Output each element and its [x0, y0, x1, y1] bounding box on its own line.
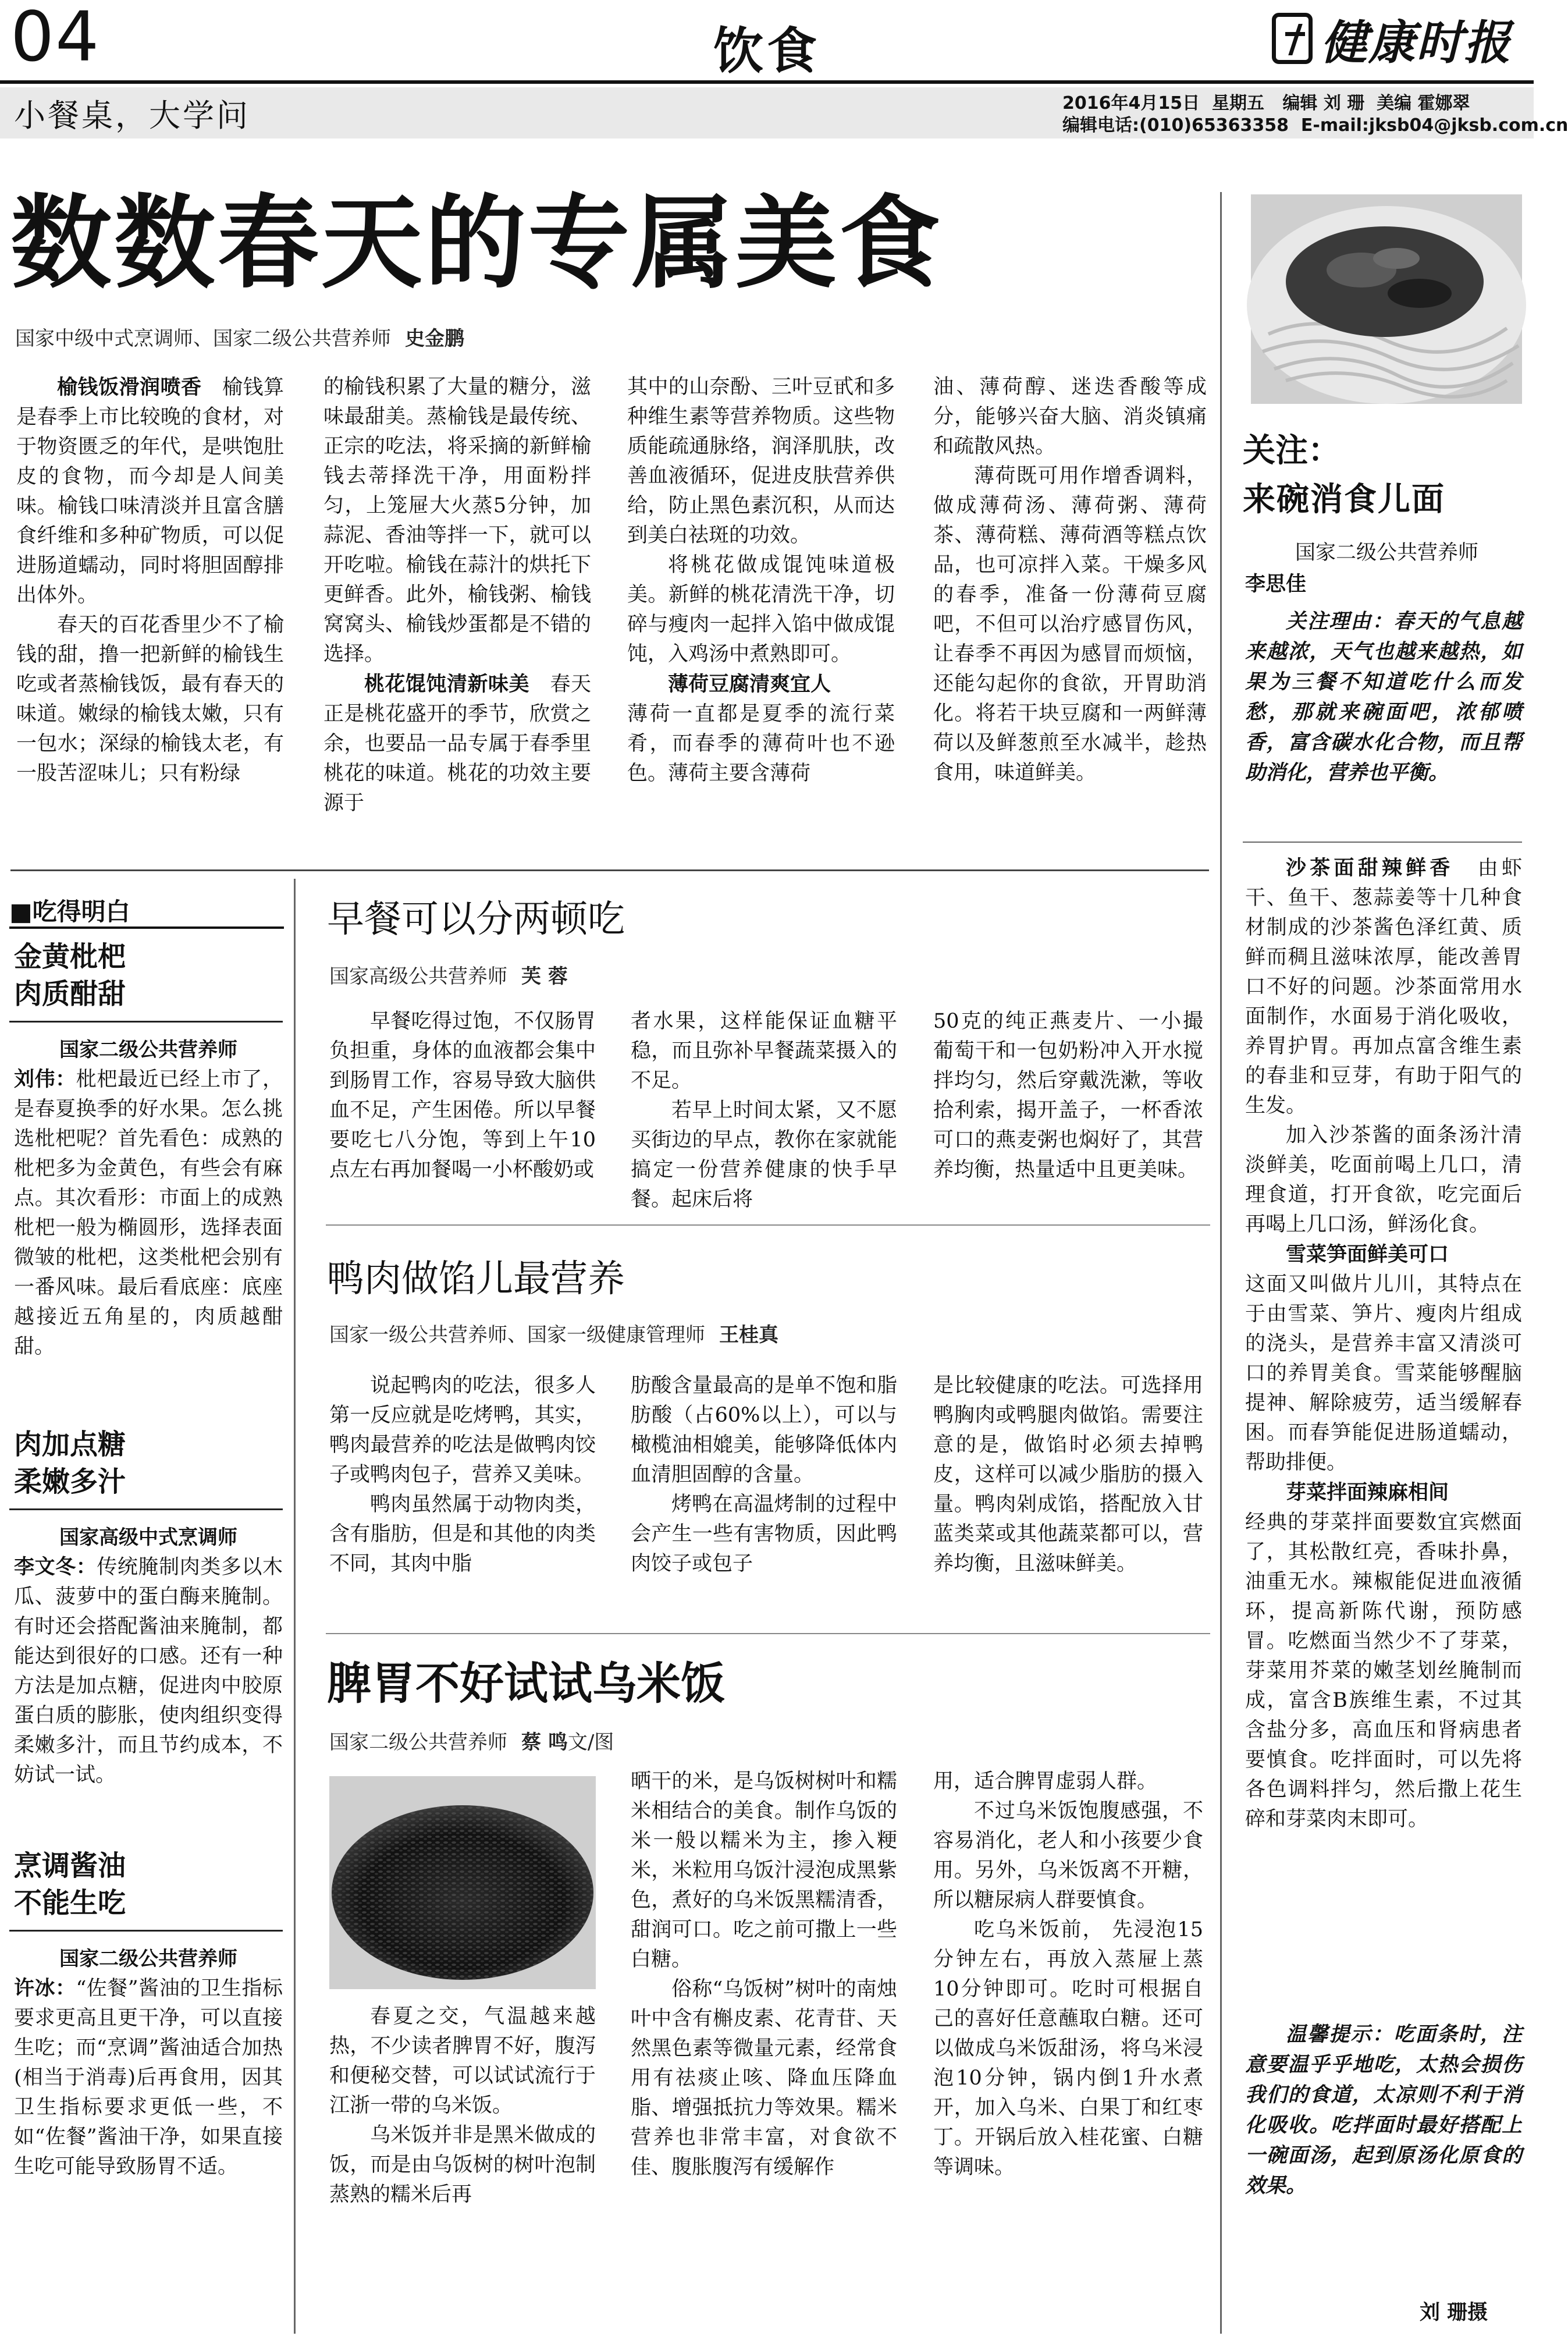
focus-reason: 关注理由：春天的气息越来越浓，天气也越来越热，如果为三餐不知道吃什么而发愁，那就来碗面吧，浓郁喷香，富含碳水化合物，而且帮助消化，营养也平衡。: [1245, 609, 1522, 784]
breakfast-col-2: 者水果，这样能保证血糖平稳，而且弥补早餐蔬菜摄入的不足。 若早上时间太紧，又不愿买街边的早点，教你在家就能搞定一份营养健康的快手早餐。起床后将: [631, 1010, 897, 1211]
noodle-photo: [1251, 194, 1522, 404]
meat-author-title: 国家高级中式烹调师: [59, 1526, 237, 1549]
soy-title-2: 不能生吃: [14, 1887, 126, 1919]
breakfast-author: 芙 蓉: [521, 965, 568, 988]
focus-label: 关注：: [1243, 431, 1341, 470]
noodle-image: [1251, 194, 1522, 404]
breakfast-headline: 早餐可以分两顿吃: [327, 898, 625, 941]
black-rice-photo: [329, 1776, 596, 1989]
duck-col-1: 说起鸭肉的吃法，很多人第一反应就是吃烤鸭，其实，鸭肉最营养的吃法是做鸭肉饺子或鸭肉包子，营养又美味。 鸭肉虽然属于动物肉类，含有脂肪，但是和其他的肉类不同，其肉中脂: [329, 1374, 596, 1575]
focus-body: 沙茶面甜辣鲜香 由虾干、鱼干、葱蒜姜等十几种食材制成的沙茶酱色泽红黄、质鲜而稠且滋味浓厚，能改善胃口不好的问题。沙茶面常用水面制作，水面易于消化吸收，养胃护胃。再加点富含维生素的春韭和豆芽，有助于阳气的生发。 加入沙茶酱的面条汤汁清淡鲜美，吃面前喝上几口，清理食道，打开食欲，吃完面后再喝上几口汤，鲜汤化食。 雪菜笋面鲜美可口 这面又叫做片儿川，其特点在于由雪菜、笋片、瘦肉片组成的浇头，是营养丰富又清淡可口的养胃美食。雪菜能够醒脑提神、解除疲劳，适当缓解春困。而春笋能促进肠道蠕动，帮助排便。 芽菜拌面辣麻相间 经典的芽菜拌面要数宜宾燃面了，其松散红亮，香味扑鼻，油重无水。辣椒能促进血液循环，提高新陈代谢，预防感冒。吃燃面当然少不了芽菜，芽菜用芥菜的嫩茎划丝腌制而成，富含B族维生素，不过其含盐分多，高血压和肾病患者要慎食。吃拌面时，可以先将各色调料拌匀，然后撒上花生碎和芽菜肉末即可。: [1245, 856, 1522, 1831]
left-label-rule: [9, 926, 284, 929]
separator-right-sidebar: [1220, 192, 1222, 2334]
duck-col-2: 肪酸含量最高的是单不饱和脂肪酸（占60%以上），可以与橄榄油相媲美，能够降低体内血清胆固醇的含量。 烤鸭在高温烤制的过程中会产生一些有害物质，因此鸭肉饺子或包子: [631, 1374, 897, 1575]
focus-tip: 温馨提示：吃面条时，注意要温乎乎地吃，太热会损伤我们的食道，太凉则不利于消化吸收。吃拌面时最好搭配上一碗面汤，起到原汤化原食的效果。: [1245, 2022, 1522, 2198]
main-col-2: 的榆钱积累了大量的糖分，滋味最甜美。蒸榆钱是最传统、正宗的吃法，将采摘的新鲜榆钱去蒂择洗干净，用面粉拌匀，上笼屉大火蒸5分钟，加蒜泥、香油等拌一下，就可以开吃啦。榆钱在蒜汁的烘托下更鲜香。此外，榆钱粥、榆钱窝窝头、榆钱炒蛋都是不错的选择。 桃花馄饨清新味美 春天正是桃花盛开的季节，欣赏之余，也要品一品专属于春季里桃花的味道。桃花的功效主要源于: [323, 375, 591, 815]
soy-title-1: 烹调酱油: [14, 1849, 126, 1882]
rice-col-1: 春夏之交，气温越来越热，不少读者脾胃不好，腹泻和便秘交替，可以试试流行于江浙一带的乌米饭。 乌米饭并非是黑米做成的饭，而是由乌饭树的树叶泡制蒸熟的糯米后再: [329, 2005, 596, 2206]
main-author: 史金鹏: [405, 327, 464, 350]
sidebar-item-meat: [14, 1426, 283, 1790]
separator-duck: [326, 1633, 1210, 1634]
breakfast-byline: 国家高级公共营养师 芙 蓉: [329, 965, 568, 988]
main-col-1: 榆钱饭滑润喷香 榆钱算是春季上市比较晚的食材，对于物资匮乏的年代，是哄饱肚皮的食物，而今却是人间美味。榆钱口味清淡并且富含膳食纤维和多种矿物质，可以促进肠道蠕动，同时将胆固醇排出体外。 春天的百花香里少不了榆钱的甜，撸一把新鲜的榆钱生吃或者蒸榆钱饭，最有春天的味道。嫩绿的榆钱太嫩，只有一包水；深绿的榆钱太老，有一股苦涩味儿；只有粉绿: [16, 375, 284, 785]
page-subtitle: 小餐桌，大学问: [14, 97, 250, 134]
loquat-title-1: 金黄枇杷: [14, 940, 126, 973]
separator-breakfast: [326, 1224, 1210, 1226]
main-col-3: 其中的山奈酚、三叶豆甙和多种维生素等营养物质。这些物质能疏通脉络，润泽肌肤，改善血液循环，促进皮肤营养供给，防止黑色素沉积，从而达到美白祛斑的功效。 将桃花做成馄饨味道极美。新鲜的桃花清洗干净，切碎与瘦肉一起拌入馅中做成馄饨，入鸡汤中煮熟即可。 薄荷豆腐清爽宜人 薄荷一直都是夏季的流行菜肴，而春季的薄荷叶也不逊色。薄荷主要含薄荷: [627, 375, 895, 785]
rice-byline: 国家二级公共营养师 蔡 鸣文/图: [329, 1731, 614, 1754]
left-column-label: ■吃得明白: [9, 897, 130, 926]
duck-byline: 国家一级公共营养师、国家一级健康管理师 王桂真: [329, 1323, 778, 1347]
rice-col-2: 晒干的米，是乌饭树树叶和糯米相结合的美食。制作乌饭的米一般以糯米为主，掺入粳米，米粒用乌饭汁浸泡成黑紫色，煮好的乌米饭黑糯清香，甜润可口。吃之前可撒上一些白糖。 俗称“乌饭树”树叶的南烛叶中含有槲皮素、花青苷、天然黑色素等微量元素，经常食用有祛痰止咳、降血压降血脂、增强抵抗力等效果。糯米营养也非常丰富，对食欲不佳、腹胀腹泻有缓解作: [631, 1770, 897, 2179]
separator-main-bottom: [10, 869, 1209, 871]
soy-body: 许冰：“佐餐”酱油的卫生指标要求更高且更干净，可以直接生吃；而“烹调”酱油适合加热(相当于消毒)后再食用，因其卫生指标要求更低一些，不如“佐餐”酱油干净，如果直接生吃可能导致肠胃不适。: [14, 1976, 283, 2178]
sidebar-item-loquat: [14, 938, 283, 1362]
meat-body: 李文冬：传统腌制肉类多以木瓜、菠萝中的蛋白酶来腌制。有时还会搭配酱油来腌制，都能达到很好的口感。还有一种方法是加点糖，促进肉中胶原蛋白质的膨胀，使肉组织变得柔嫩多汁，而且节约成本，不妨试一试。: [14, 1555, 283, 1787]
breakfast-col-1: 早餐吃得过饱，不仅肠胃负担重，身体的血液都会集中到肠胃工作，容易导致大脑供血不足，产生困倦。所以早餐要吃七八分饱，等到上午10点左右再加餐喝一小杯酸奶或: [329, 1010, 596, 1181]
logo-mark-icon: [1272, 13, 1313, 64]
date-line: 2016年4月15日 星期五 编辑 刘 珊 美编 霍娜翠: [1062, 93, 1470, 113]
paper-logo: [1272, 8, 1522, 69]
section-title: 饮食: [713, 22, 820, 80]
meat-title-1: 肉加点糖: [14, 1428, 126, 1461]
breakfast-col-3: 50克的纯正燕麦片、一小撮葡萄干和一包奶粉冲入开水搅拌均匀，然后穿戴洗漱，等收拾利索，揭开盖子，一杯香浓可口的燕麦粥也焖好了，其营养均衡，热量适中且更美味。: [933, 1010, 1203, 1181]
focus-reason-rule: [1243, 842, 1522, 843]
rice-headline: 脾胃不好试试乌米饭: [327, 1657, 725, 1709]
duck-col-3: 是比较健康的吃法。可选择用鸭胸肉或鸭腿肉做馅。需要注意的是，做馅时必须去掉鸭皮，这样可以减少脂肪的摄入量。鸭肉剁成馅，搭配放入甘蓝类菜或其他蔬菜都可以，营养均衡，且滋味鲜美。: [933, 1374, 1203, 1575]
duck-headline: 鸭肉做馅儿最营养: [327, 1258, 625, 1301]
loquat-body: 刘伟：枇杷最近已经上市了，是春夏换季的好水果。怎么挑选枇杷呢？首先看色：成熟的枇杷多为金黄色，有些会有麻点。其次看形：市面上的成熟枇杷一般为椭圆形，选择表面微皱的枇杷，这类枇杷会别有一番风味。最后看底座：底座越接近五角星的，肉质越酣甜。: [14, 1067, 283, 1358]
soy-author-title: 国家二级公共营养师: [59, 1947, 237, 1971]
contact-line: 编辑电话:(010)65363358 E-mail:jksb04@jksb.com.cn: [1062, 115, 1568, 136]
main-byline: 国家中级中式烹调师、国家二级公共营养师 史金鹏: [15, 327, 464, 350]
loquat-author-title: 国家二级公共营养师: [59, 1038, 237, 1062]
loquat-title-2: 肉质酣甜: [14, 978, 126, 1010]
duck-author: 王桂真: [719, 1323, 778, 1347]
page-number: 04: [10, 0, 101, 77]
rice-col-3: 用，适合脾胃虚弱人群。 不过乌米饭饱腹感强，不容易消化，老人和小孩要少食用。另外，乌米饭离不开糖，所以糖尿病人群要慎食。 吃乌米饭前， 先浸泡15分钟左右，再放入蒸屉上蒸10分钟即可。吃时可根据自己的喜好任意蘸取白糖。还可以做成乌米饭甜汤，将乌米浸泡10分钟，锅内倒1升水煮开，加入乌米、白果丁和红枣丁。开锅后放入桂花蜜、白糖等调味。: [933, 1770, 1203, 2179]
sidebar-item-soy: [14, 1847, 283, 2182]
black-rice-image: [329, 1776, 596, 1989]
focus-author: 李思佳: [1245, 572, 1307, 596]
header-rule: [0, 80, 1534, 84]
rice-author: 蔡 鸣: [521, 1731, 568, 1754]
separator-left-sidebar: [294, 879, 296, 2334]
meat-title-2: 柔嫩多汁: [14, 1465, 126, 1498]
focus-title: 来碗消食儿面: [1243, 480, 1445, 519]
focus-author-title: 国家二级公共营养师: [1295, 541, 1479, 565]
paper-name: 健康时报: [1321, 15, 1512, 70]
photo-credit: 刘 珊摄: [1420, 2301, 1488, 2324]
main-headline: 数数春天的专属美食: [10, 184, 943, 303]
main-col-4: 油、薄荷醇、迷迭香酸等成分，能够兴奋大脑、消炎镇痛和疏散风热。 薄荷既可用作增香调料，做成薄荷汤、薄荷粥、薄荷茶、薄荷糕、薄荷酒等糕点饮品，也可凉拌入菜。干燥多风的春季，准备一份薄荷豆腐吧，不但可以治疗感冒伤风，让春季不再因为感冒而烦恼，还能勾起你的食欲，开胃助消化。将若干块豆腐和一两鲜薄荷以及鲜葱煎至水减半，趁热食用，味道鲜美。: [933, 375, 1207, 784]
